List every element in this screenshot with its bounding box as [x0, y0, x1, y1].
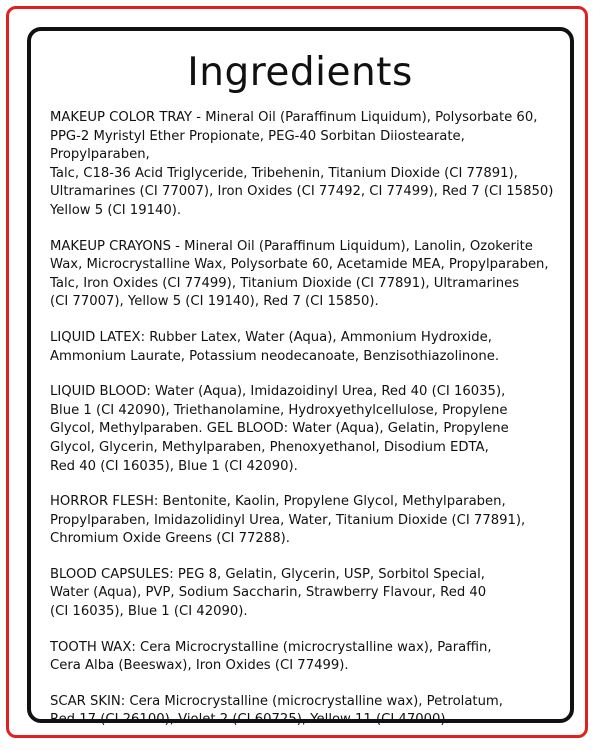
ingredients-list: [50, 109, 566, 747]
section-makeup-color-tray: MAKEUP COLOR TRAY - Mineral Oil (Paraffinum Liquidum), Polysorbate 60, PPG-2 Myristyl Ether Propionate, PEG-40 Sorbitan Diiostearate, Propylparaben, Talc, C18-36 Acid Triglyceride, Tribehenin, Titanium Dioxide (CI 77891), Ultramarines (CI 77007), Iron Oxides (CI 77492, CI 77499), Red 7 (CI 15850) Yellow 5 (CI 19140).: [50, 110, 554, 218]
section-liquid-latex: LIQUID LATEX: Rubber Latex, Water (Aqua), Ammonium Hydroxide, Ammonium Laurate, Potassium neodecanoate, Benzisothiazolinone.: [50, 329, 500, 364]
section-horror-flesh: HORROR FLESH: Bentonite, Kaolin, Propylene Glycol, Methylparaben, Propylparaben, Imidazolidinyl Urea, Water, Titanium Dioxide (CI 77891), Chromium Oxide Greens (CI 77288).: [50, 494, 526, 547]
page-title: Ingredients: [187, 50, 413, 95]
section-makeup-crayons: MAKEUP CRAYONS - Mineral Oil (Paraffinum Liquidum), Lanolin, Ozokerite Wax, Microcrystalline Wax, Polysorbate 60, Acetamide MEA, Propylparaben, Talc, Iron Oxides (CI 77499), Titanium Dioxide (CI 77891), Ultramarines (CI 77007), Yellow 5 (CI 19140), Red 7 (CI 15850).: [50, 238, 549, 310]
section-blood-capsules: BLOOD CAPSULES: PEG 8, Gelatin, Glycerin, USP, Sorbitol Special, Water (Aqua), PVP, Sodium Saccharin, Strawberry Flavour, Red 40 (CI 16035), Blue 1 (CI 42090).: [50, 566, 487, 620]
section-tooth-wax: TOOTH WAX: Cera Microcrystalline (microcrystalline wax), Paraffin, Cera Alba (Beeswax), Iron Oxides (CI 77499).: [50, 639, 492, 674]
section-liquid-blood: LIQUID BLOOD: Water (Aqua), Imidazoidinyl Urea, Red 40 (CI 16035), Blue 1 (CI 42090), Triethanolamine, Hydroxyethylcellulose, Propylene Glycol, Methylparaben. GEL BLOOD: Water (Aqua), Gelatin, Propylene Glycol, Glycerin, Methylparaben, Phenoxyethanol, Disodium EDTA, Red 40 (CI 16035), Blue 1 (CI 42090).: [50, 384, 509, 474]
section-scar-skin: SCAR SKIN: Cera Microcrystalline (microcrystalline wax), Petrolatum, Red 17 (CI 26100), Violet 2 (CI 60725), Yellow 11 (CI 47000).: [50, 693, 503, 728]
